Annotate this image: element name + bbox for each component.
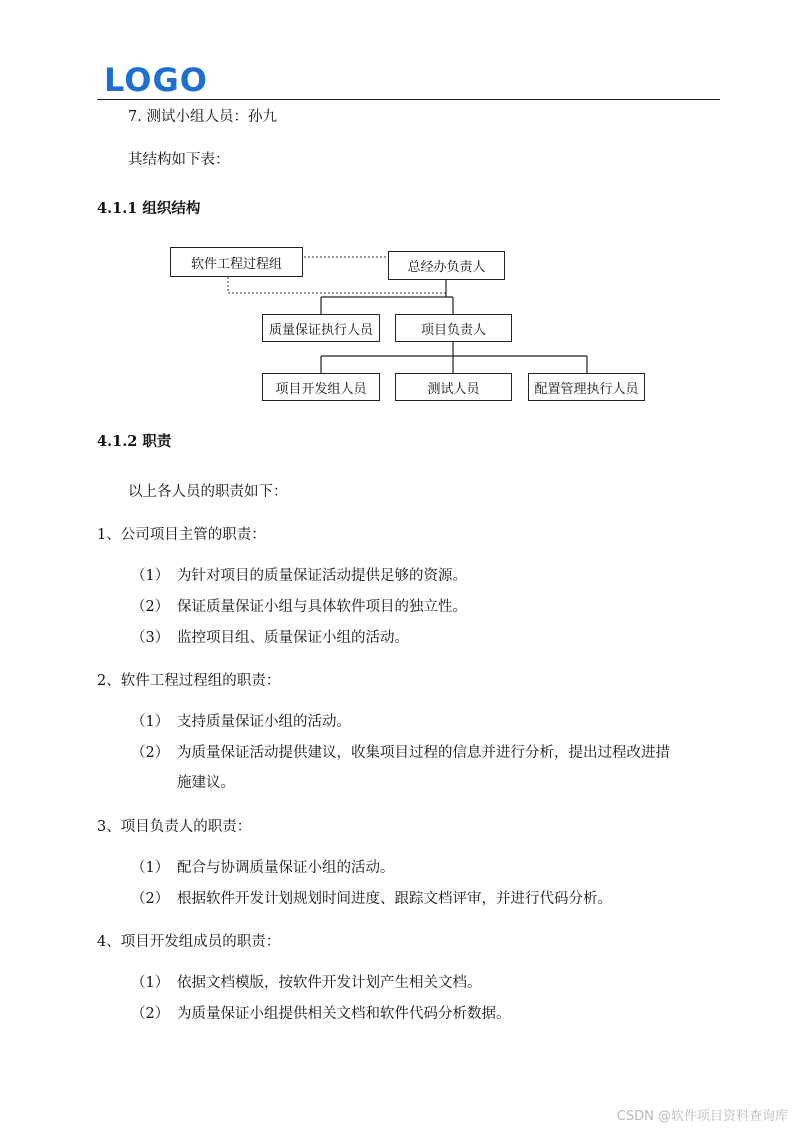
logo: LOGO: [104, 61, 208, 99]
watermark: CSDN @软件项目资料查询库: [616, 1109, 788, 1124]
structure-note: 其结构如下表：: [128, 152, 230, 168]
org-box-general-manager: 总经办负责人: [388, 251, 505, 280]
list-item-continuation: 施建议。: [177, 775, 235, 791]
section-heading-responsibilities: 4.1.2 职责: [97, 433, 172, 450]
org-box-software-process-group: 软件工程过程组: [170, 247, 303, 277]
list-item: [131, 1004, 511, 1024]
list-item: [131, 566, 467, 586]
item-text: 监控项目组、质量保证小组的活动。: [177, 630, 409, 646]
list-item: [131, 743, 670, 763]
item-number: （1）: [131, 975, 170, 991]
item-number: （3）: [131, 630, 170, 646]
group-title: 4、项目开发组成员的职责：: [97, 934, 281, 950]
item-text: 为质量保证小组提供相关文档和软件代码分析数据。: [177, 1006, 511, 1022]
item-number: （2）: [131, 745, 170, 761]
item-text: 保证质量保证小组与具体软件项目的独立性。: [177, 599, 467, 615]
item-number: （2）: [131, 599, 170, 615]
item-text: 配合与协调质量保证小组的活动。: [177, 860, 395, 876]
item-number: （2）: [131, 1006, 170, 1022]
intro-item-7: 7. 测试小组人员：孙九: [128, 109, 277, 125]
list-item: [131, 858, 395, 878]
org-box-tester: 测试人员: [395, 373, 512, 401]
item-text: 依据文档模版，按软件开发计划产生相关文档。: [177, 975, 482, 991]
responsibilities-lead-in: 以上各人员的职责如下：: [128, 484, 288, 500]
list-item: [131, 889, 612, 909]
list-item: [131, 973, 482, 993]
org-chart-connectors: [0, 0, 800, 420]
item-text: 为针对项目的质量保证活动提供足够的资源。: [177, 568, 467, 584]
item-text: 支持质量保证小组的活动。: [177, 714, 351, 730]
item-text: 根据软件开发计划规划时间进度、跟踪文档评审，并进行代码分析。: [177, 891, 612, 907]
org-box-qa-executor: 质量保证执行人员: [262, 314, 380, 342]
list-item: [131, 628, 409, 648]
item-number: （1）: [131, 860, 170, 876]
item-number: （2）: [131, 891, 170, 907]
group-title: 1、公司项目主管的职责：: [97, 527, 266, 543]
org-box-config-mgmt: 配置管理执行人员: [528, 373, 645, 401]
list-item: [131, 712, 351, 732]
section-heading-org-structure: 4.1.1 组织结构: [97, 200, 201, 217]
list-item: [131, 597, 467, 617]
item-number: （1）: [131, 568, 170, 584]
group-title: 2、软件工程过程组的职责：: [97, 673, 281, 689]
org-box-project-lead: 项目负责人: [395, 314, 512, 342]
item-text: 为质量保证活动提供建议，收集项目过程的信息并进行分析，提出过程改进措: [177, 745, 670, 761]
org-box-dev-team: 项目开发组人员: [262, 373, 380, 401]
group-title: 3、项目负责人的职责：: [97, 819, 252, 835]
item-number: （1）: [131, 714, 170, 730]
